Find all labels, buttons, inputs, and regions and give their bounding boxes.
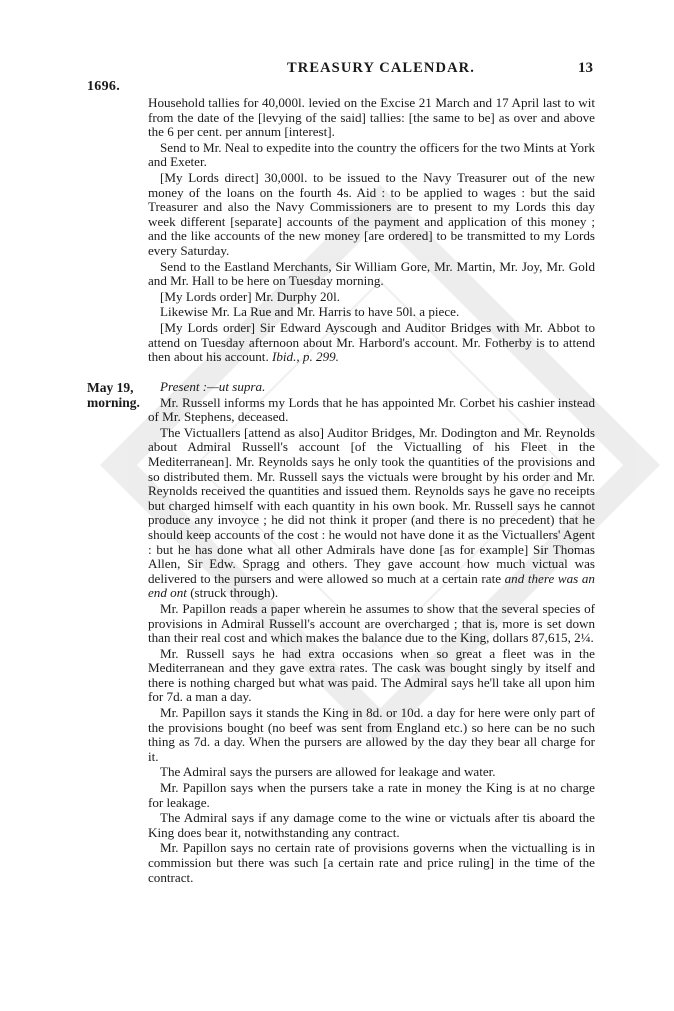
- paragraph: Mr. Papillon says no certain rate of provisions governs when the victualling is in commission but there was such [a certain rate and price ruling] in the time of the contract.: [148, 840, 595, 885]
- paragraph: Mr. Papillon says it stands the King in 8d. or 10d. a day for here were only part of the provisions bought (no beef was sent from England etc.) so here can be no such thing as 7d. a day. When the pursers are allowed by the day they bear all charge for it.: [148, 705, 595, 764]
- margin-time: morning.: [87, 395, 140, 410]
- paragraph: Mr. Russell informs my Lords that he has appointed Mr. Corbet his cashier instead of Mr. Stephens, deceased.: [148, 394, 595, 425]
- page-number: 13: [578, 60, 593, 76]
- paragraph: Mr. Papillon says when the pursers take a rate in money the King is at no charge for leakage.: [148, 780, 595, 810]
- running-title: TREASURY CALENDAR.: [287, 60, 475, 76]
- paragraph: [148, 426, 595, 601]
- citation: Ibid., p. 299.: [272, 349, 339, 365]
- struck-phrase: and there was an end ont: [148, 570, 595, 601]
- paragraph: Likewise Mr. La Rue and Mr. Harris to have 50l. a piece.: [160, 304, 460, 320]
- margin-date: May 19,: [87, 380, 134, 395]
- paragraph: The Admiral says the pursers are allowed for leakage and water.: [160, 764, 496, 780]
- paragraph-text: The Victuallers [attend as also] Auditor Bridges, Mr. Dodington and Mr. Reynolds about Admiral Russell's account [of the Victualling of his Fleet in the Mediterranean]. Mr. Reynolds says he only took the quantities of the provisions and so distributed them. Mr. Russell says the victuals were brought by his order and Mr. Reynolds received the quantities and issued them. Reynolds says he gave no receipts but charged himself with each quantity in his own book. Mr. Russell says he cannot produce any invoyce ; he did not think it proper (and there is no precedent) that he should keep accounts of the cost : he would not have done it as the Victuallers' Agent : but he has done what all other Admirals have done [as for example] Sir Thomas Allen, Sir Edw. Spragg and others. They gave account how much victual was delivered to the pursers and were allowed so much at a certain rate: [148, 424, 595, 586]
- paragraph: Send to the Eastland Merchants, Sir William Gore, Mr. Martin, Mr. Joy, Mr. Gold and Mr. Hall to be here on Tuesday morning.: [148, 258, 595, 289]
- paragraph-text: [My Lords order] Sir Edward Ayscough and Auditor Bridges with Mr. Abbot to attend on Tuesday afternoon about Mr. Harbord's account. Mr. Fotherby is to attend then about his account.: [148, 319, 595, 365]
- text-block-2: [148, 380, 595, 886]
- paragraph: Send to Mr. Neal to expedite into the country the officers for the two Mints at York and Exeter.: [148, 139, 595, 170]
- paragraph: The Admiral says if any damage come to the wine or victuals after tis aboard the King does bear it, notwithstanding any contract.: [148, 810, 595, 840]
- paragraph: [My Lords direct] 30,000l. to be issued to the Navy Treasurer out of the new money of the loans on the fourth 4s. Aid : to be applied to wages : but the said Treasurer and also the Navy Commissioners are to present to my Lords this day week different [separate] accounts of the payment and application of this money ; and the like accounts of the new money [are ordered] to be transmitted to my Lords every Saturday.: [148, 169, 595, 258]
- paragraph: Mr. Russell says he had extra occasions when so great a fleet was in the Mediterranean and they gave extra rates. The cask was bought singly by itself and there is nothing charged but what was paid. The Admiral says he'll take all upon him for 7d. a man a day.: [148, 645, 595, 705]
- present-label: Present :—ut supra.: [160, 379, 266, 394]
- paragraph: [My Lords order] Mr. Durphy 20l.: [160, 288, 341, 304]
- paragraph: Household tallies for 40,000l. levied on the Excise 21 March and 17 April last to wit from the date of the [levying of the said] tallies: [the same to be] as over and above the 6 per cent. per annum [interest].: [148, 95, 595, 140]
- text-block-1: [148, 96, 595, 366]
- paragraph: [148, 321, 595, 365]
- struck-note: (struck through).: [186, 585, 279, 601]
- year-marker: 1696.: [87, 79, 120, 94]
- paragraph: Mr. Papillon reads a paper wherein he assumes to show that the several species of provisions in Admiral Russell's account are overcharged ; that is, more is set down than their real cost and which makes the balance due to the King, dollars 87,615, 2¼.: [148, 600, 595, 646]
